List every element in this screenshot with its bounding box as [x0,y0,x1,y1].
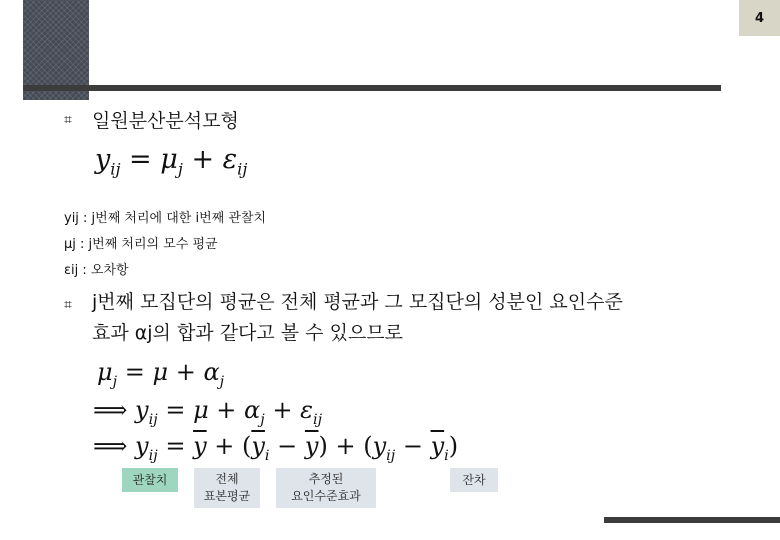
label-text: 추정된 요인수준효과 [291,472,361,503]
paragraph-line: 효과 αj의 합과 같다고 볼 수 있으므로 [92,322,403,344]
label-grand-mean [194,468,260,508]
label-text: 관찰치 [132,472,168,487]
bullet-icon: ⌗ [64,112,72,128]
bottom-divider [604,517,780,523]
label-text: 전체 표본평균 [203,472,251,503]
page-number: 4 [739,0,780,36]
section-heading: 일원분산분석모형 [92,110,239,132]
legend-item: yij : j번째 처리에 대한 i번째 관찰치 [64,211,267,226]
equation-mean-decomposition: $\mu_j = \mu + \alpha_j$ [97,358,225,390]
model-equation: $y_{ij} = \mu_j + \varepsilon_{ij}$ [95,144,248,179]
paragraph-line: j번째 모집단의 평균은 전체 평균과 그 모집단의 성분인 요인수준 [92,291,623,313]
legend-item: μj : j번째 처리의 모수 평균 [64,237,218,252]
legend-item: εij : 오차항 [64,263,129,278]
equation-model-with-effect: ⟹ $y_{ij} = \mu + \alpha_j + \varepsilon_{ij}$ [93,396,323,428]
top-divider [23,85,721,91]
bullet-icon: ⌗ [64,297,72,313]
label-text: 잔차 [462,472,486,487]
label-observation [122,468,178,492]
equation-sample-decomposition: ⟹ $y_{ij} = \overline{y} + (\overline{y}_i - \overline{y}) + (y_{ij} - \overline{y}_i)$ [93,432,459,464]
label-residual [450,468,498,492]
label-estimated-effect [276,468,376,508]
